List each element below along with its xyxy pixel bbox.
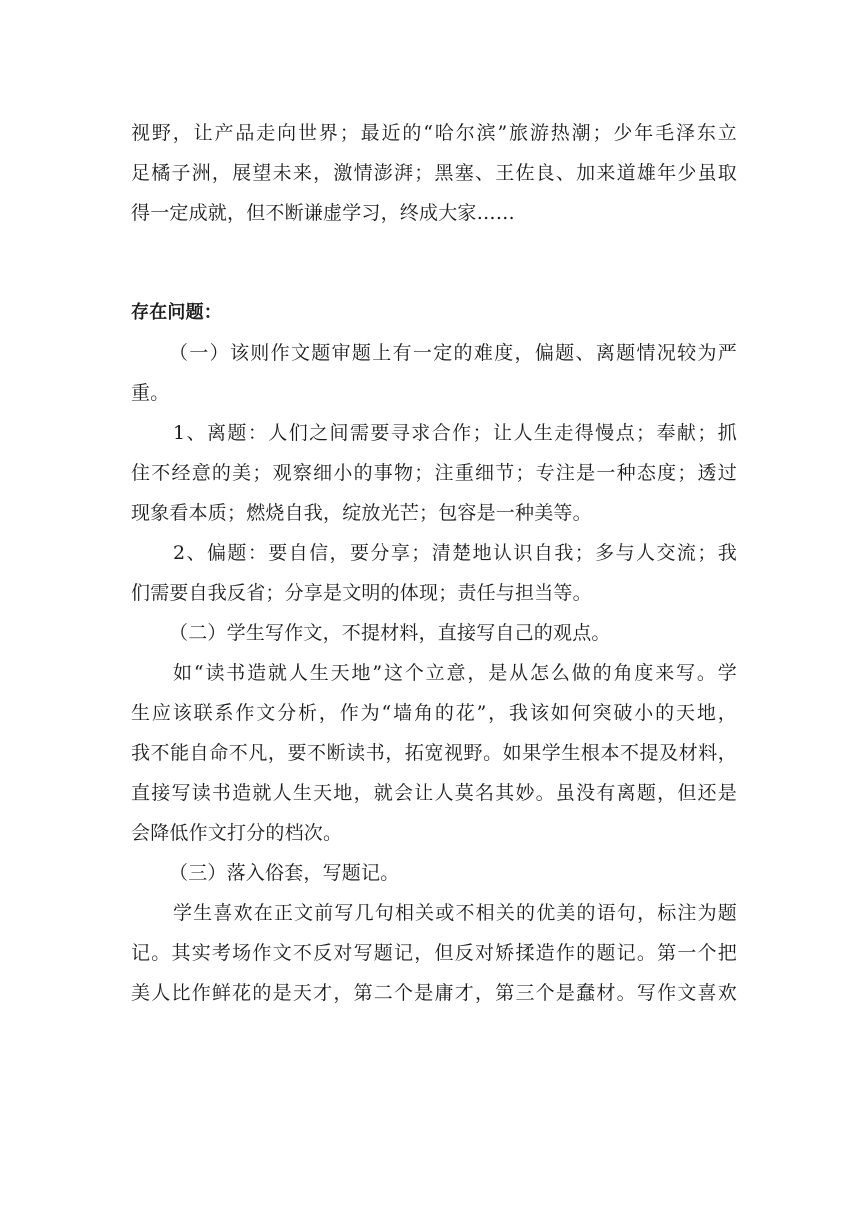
section-heading: 存在问题：: [131, 302, 222, 323]
issue1-item2-line-1: 2、偏题：要自信，要分享；清楚地认识自我；多与人交流；我: [173, 542, 737, 564]
intro-line-3: 得一定成就，但不断谦虚学习，终成大家……: [131, 202, 516, 224]
issue2-body-line-2: 生应该联系作文分析，作为“墙角的花”，我该如何突破小的天地，: [131, 702, 737, 724]
issue3-body-line-1: 学生喜欢在正文前写几句相关或不相关的优美的语句，标注为题: [173, 902, 737, 924]
intro-line-2: 足橘子洲，展望未来，激情澎湃；黑塞、王佐良、加来道雄年少虽取: [131, 162, 737, 184]
issue2-title: （二）学生写作文，不提材料，直接写自己的观点。: [169, 622, 611, 644]
issue3-body-line-2: 记。其实考场作文不反对写题记，但反对矫揉造作的题记。第一个把: [131, 942, 737, 964]
issue3-body-line-3: 美人比作鲜花的是天才，第二个是庸才，第三个是蠢材。写作文喜欢: [131, 982, 737, 1004]
intro-line-1: 视野，让产品走向世界；最近的“哈尔滨”旅游热潮；少年毛泽东立: [131, 122, 737, 144]
issue3-title: （三）落入俗套，写题记。: [169, 862, 400, 884]
issue1-item2-line-2: 们需要自我反省；分享是文明的体现；责任与担当等。: [131, 582, 592, 604]
issue2-body-line-3: 我不能自命不凡，要不断读书，拓宽视野。如果学生根本不提及材料，: [131, 742, 737, 764]
issue1-item1-line-3: 现象看本质；燃烧自我，绽放光芒；包容是一种美等。: [131, 502, 592, 524]
issue2-body-line-5: 会降低作文打分的档次。: [131, 822, 343, 844]
issue1-item1-line-1: 1、离题：人们之间需要寻求合作；让人生走得慢点；奉献；抓: [173, 422, 737, 444]
issue2-body-line-1: 如“读书造就人生天地”这个立意，是从怎么做的角度来写。学: [173, 662, 737, 684]
document-page: [131, 113, 737, 1013]
issue1-title-line-2: 重。: [131, 382, 170, 404]
issue1-item1-line-2: 住不经意的美；观察细小的事物；注重细节；专注是一种态度；透过: [131, 462, 737, 484]
issue1-title-line-1: （一）该则作文题审题上有一定的难度，偏题、离题情况较为严: [169, 342, 737, 364]
paragraph-gap: [131, 233, 737, 289]
issue2-body-line-4: 直接写读书造就人生天地，就会让人莫名其妙。虽没有离题，但还是: [131, 782, 737, 804]
